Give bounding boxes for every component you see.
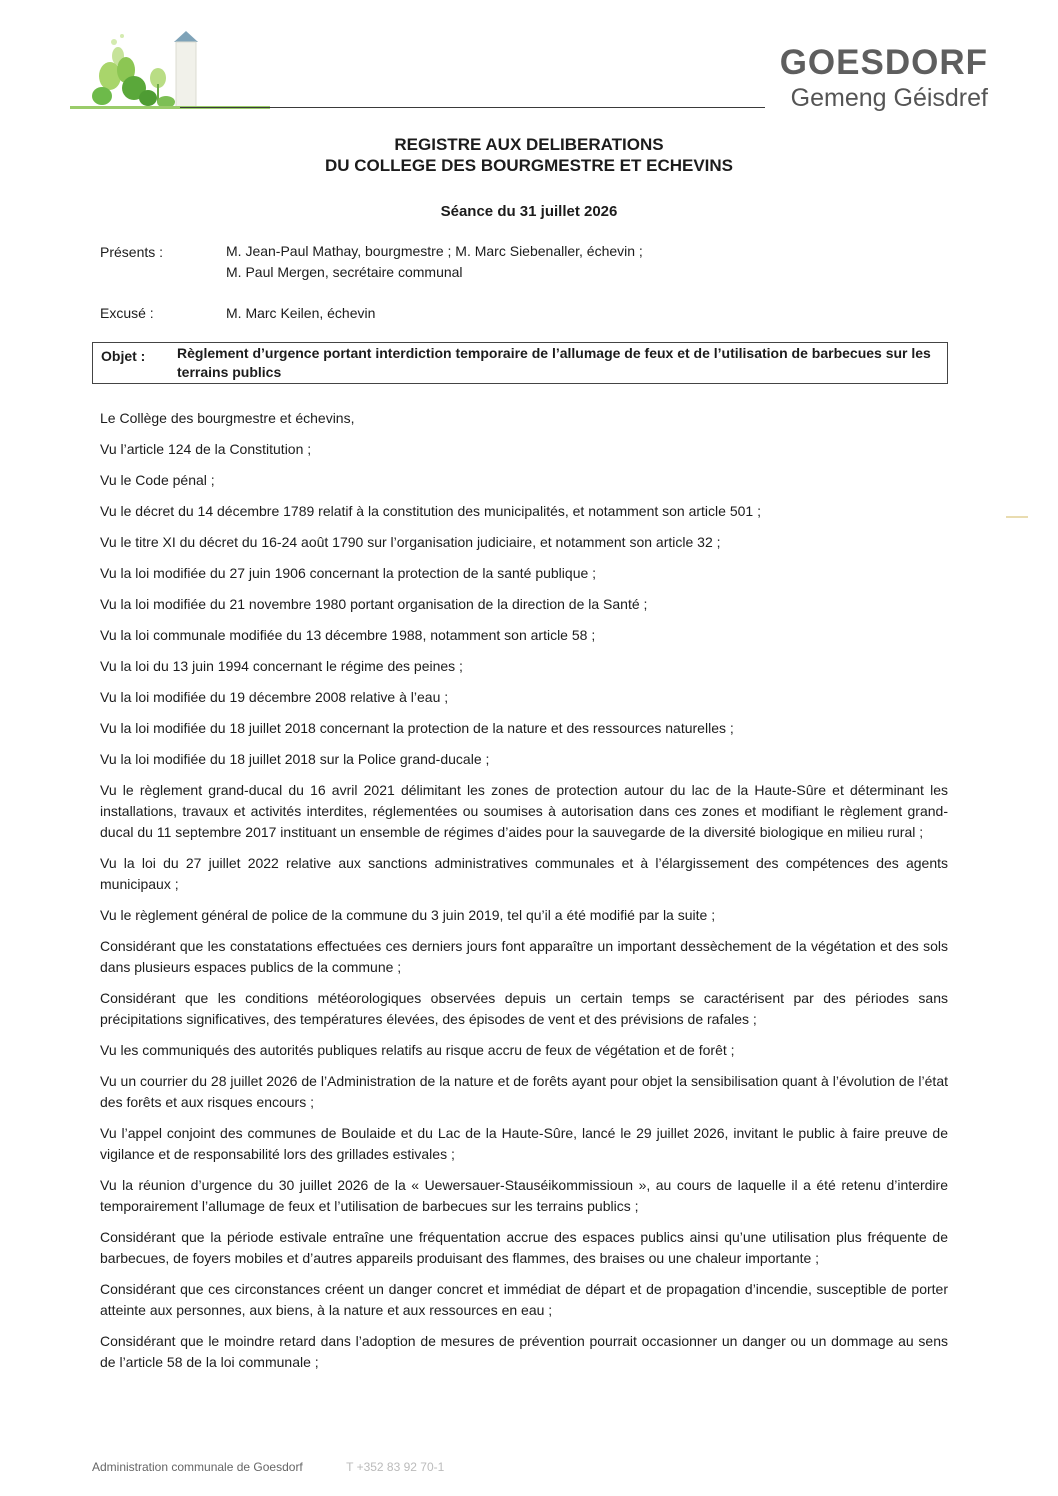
paragraph: Vu la loi modifiée du 18 juillet 2018 concernant la protection de la nature et des ressources naturelles ;: [100, 720, 734, 736]
paragraph: Vu la loi modifiée du 21 novembre 1980 portant organisation de la direction de la Santé ;: [100, 596, 648, 612]
objet-label: Objet :: [101, 348, 146, 364]
paragraph: Vu le Code pénal ;: [100, 472, 215, 488]
paragraph: Vu l’appel conjoint des communes de Boulaide et du Lac de la Haute-Sûre, lancé le 29 juillet 2026, invitant le public à faire preuve de vigilance et de responsabilité lors des grillades estivales ;: [100, 1125, 948, 1162]
goesdorf-logo: [62, 28, 272, 114]
paragraph: Vu le décret du 14 décembre 1789 relatif à la constitution des municipalités, et notamment son article 501 ;: [100, 503, 761, 519]
register-title-line1: REGISTRE AUX DELIBERATIONS: [394, 135, 664, 154]
footer-admin: Administration communale de Goesdorf: [92, 1460, 303, 1474]
present-list: [226, 241, 643, 283]
present-line-1: M. Jean-Paul Mathay, bourgmestre ; M. Marc Siebenaller, échevin ;: [226, 243, 643, 259]
paragraph: Vu la loi du 13 juin 1994 concernant le régime des peines ;: [100, 658, 463, 674]
paragraph: Vu le titre XI du décret du 16-24 août 1790 sur l’organisation judiciaire, et notamment son article 32 ;: [100, 534, 721, 550]
excused-label: Excusé :: [100, 305, 154, 321]
paragraph: Considérant que la période estivale entraîne une fréquentation accrue des espaces publics ainsi qu’une utilisation plus fréquente de barbecues, de foyers mobiles et d’autres appareils produisant des flammes, des braises ou une chaleur importante ;: [100, 1229, 948, 1266]
session-date: Séance du 31 juillet 2026: [440, 203, 618, 220]
paragraph: Vu un courrier du 28 juillet 2026 de l’Administration de la nature et de forêts ayant pour objet la sensibilisation quant à l’évolution de l’état des forêts et aux risques encours ;: [100, 1073, 948, 1110]
paragraph: Vu la loi modifiée du 27 juin 1906 concernant la protection de la santé publique ;: [100, 565, 597, 581]
paragraph: Vu la réunion d’urgence du 30 juillet 2026 de la « Uewersauer-Stauséikommissioun », au cours de laquelle il a été retenu d’interdire temporairement l’allumage de feux et l’utilisation de barbecues sur les terrains publics ;: [100, 1177, 948, 1214]
brand-block: [780, 44, 988, 112]
paragraph: Vu le règlement grand-ducal du 16 avril 2021 délimitant les zones de protection autour du lac de la Haute-Sûre et déterminant les installations, travaux et activités interdites, réglementées ou soumises à autorisation dans ces zones et modifiant le règlement grand-ducal du 11 septembre 2017 instituant un ensemble de régimes d’aides pour la sauvegarde de la diversité biologique en milieu rural ;: [100, 782, 948, 840]
register-title: [0, 134, 1058, 176]
objet-box: [92, 342, 948, 384]
header-rule: [180, 107, 765, 108]
paragraph: Considérant que les constatations effectuées ces derniers jours font apparaître un important dessèchement de la végétation et des sols dans plusieurs espaces publics de la commune ;: [100, 938, 948, 975]
present-line-2: M. Paul Mergen, secrétaire communal: [226, 264, 463, 280]
excused-value: M. Marc Keilen, échevin: [226, 305, 376, 321]
paragraph: Considérant que ces circonstances créent un danger concret et immédiat de départ et de propagation d’incendie, susceptible de porter atteinte aux personnes, aux biens, à la nature et aux ressources en eau ;: [100, 1281, 948, 1318]
brand-name: GOESDORF: [779, 43, 988, 82]
paragraph: Vu la loi modifiée du 18 juillet 2018 sur la Police grand-ducale ;: [100, 751, 490, 767]
paragraph: Vu les communiqués des autorités publiques relatifs au risque accru de feux de végétation et de forêt ;: [100, 1042, 735, 1058]
paragraph: Vu la loi du 27 juillet 2022 relative aux sanctions administratives communales et à l’élargissement des compétences des agents municipaux ;: [100, 855, 948, 892]
paragraph: Vu la loi communale modifiée du 13 décembre 1988, notamment son article 58 ;: [100, 627, 596, 643]
brand-subtitle: Gemeng Géisdref: [790, 84, 988, 112]
paragraph: Considérant que les conditions météorologiques observées depuis un certain temps se caractérisent par des périodes sans précipitations significatives, des températures élevées, des épisodes de vent et des prévisions de rafales ;: [100, 990, 948, 1027]
margin-mark: [1006, 516, 1028, 518]
paragraph: Considérant que le moindre retard dans l’adoption de mesures de prévention pourrait occasionner un danger ou un dommage au sens de l’article 58 de la loi communale ;: [100, 1333, 948, 1370]
paragraph: Vu le règlement général de police de la commune du 3 juin 2019, tel qu’il a été modifié par la suite ;: [100, 907, 716, 923]
register-title-line2: DU COLLEGE DES BOURGMESTRE ET ECHEVINS: [324, 156, 734, 175]
paragraph: Vu la loi modifiée du 19 décembre 2008 relative à l’eau ;: [100, 689, 449, 705]
footer-contact: T +352 83 92 70-1: [346, 1460, 445, 1474]
paragraph: Vu l’article 124 de la Constitution ;: [100, 441, 312, 457]
paragraph: Le Collège des bourgmestre et échevins,: [100, 410, 355, 426]
deliberation-body: [100, 408, 948, 1383]
present-label: Présents :: [100, 244, 164, 260]
page-footer: [92, 1460, 992, 1474]
objet-text: Règlement d’urgence portant interdiction temporaire de l’allumage de feux et de l’utilisation de barbecues sur les terrains publics: [177, 345, 931, 380]
